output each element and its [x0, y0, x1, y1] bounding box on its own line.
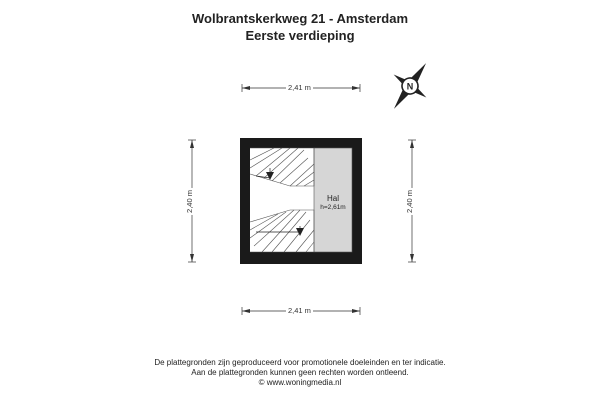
- plan-title-address: Wolbrantskerkweg 21 - Amsterdam: [191, 11, 409, 26]
- disclaimer-line-1: De plattegronden zijn geproduceerd voor promotionele doeleinden en ter indicatie.: [154, 358, 446, 367]
- copyright-line: © www.woningmedia.nl: [258, 378, 342, 387]
- plan-title-floor: Eerste verdieping: [245, 28, 355, 43]
- dimension-left-label: 2,40 m: [184, 190, 194, 213]
- dimension-bottom-label: 2,41 m: [288, 306, 311, 315]
- disclaimer-line-2: Aan de plattegronden kunnen geen rechten worden ontleend.: [191, 368, 409, 377]
- room-height-hal: h=2,61m: [320, 204, 346, 211]
- room-name-hal: Hal: [326, 194, 339, 203]
- compass-north-label: N: [406, 81, 414, 92]
- dimension-right-label: 2,40 m: [404, 190, 414, 213]
- dimension-top-label: 2,41 m: [288, 83, 311, 92]
